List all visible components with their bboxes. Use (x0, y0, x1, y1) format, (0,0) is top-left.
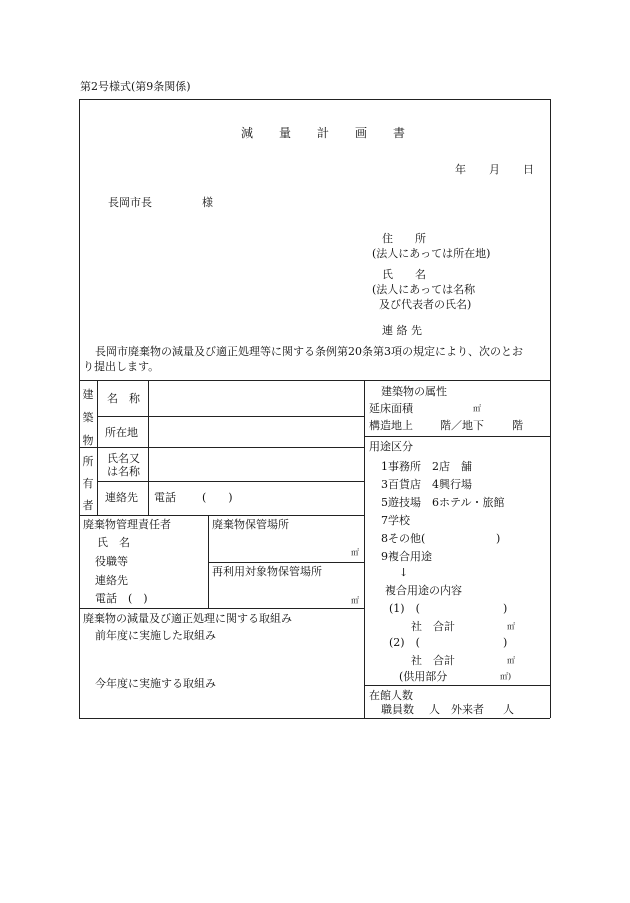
manager-name: 氏 名 (97, 536, 130, 549)
occupants-staff-label: 職員数 (381, 703, 414, 716)
building-header-char-2: 築 (82, 411, 94, 424)
applicant-name-label: 氏 名 (382, 268, 426, 281)
manager-heading: 廃棄物管理責任者 (83, 518, 171, 531)
efforts-heading: 廃棄物の減量及び適正処理に関する取組み (83, 612, 292, 625)
applicant-address-label: 住 所 (382, 232, 426, 245)
honorific: 様 (202, 196, 213, 209)
usage-row-3: 5遊技場 6ホテル・旅館 (381, 496, 505, 509)
date-day: 日 (523, 163, 534, 176)
composite-item-2-label: (2) ( (389, 636, 420, 649)
date-month: 月 (489, 163, 500, 176)
recycle-storage-unit: ㎡ (351, 596, 359, 605)
statement-line-1: 長岡市廃棄物の減量及び適正処理等に関する条例第20条第3項の規定により、次のとお (95, 345, 523, 358)
owner-phone-parens: ( ) (202, 491, 233, 504)
structure-below-unit: 階 (512, 419, 523, 432)
building-name-label: 名 称 (107, 392, 140, 405)
form-number: 第2号様式(第9条関係) (80, 80, 191, 93)
applicant-contact-label: 連 絡 先 (382, 324, 422, 337)
usage-arrow: ↓ (399, 566, 409, 579)
efforts-last-year: 前年度に実施した取組み (95, 629, 216, 642)
floor-area-unit: ㎡ (473, 404, 481, 413)
composite-item-1-label: (1) ( (389, 602, 420, 615)
floor-area-label: 延床面積 (369, 402, 413, 415)
composite-item-2-unit: ㎡ (507, 656, 515, 665)
statement-line-2: り提出します。 (83, 360, 160, 373)
usage-row-1: 1事務所 2店 舗 (381, 460, 472, 473)
manager-title: 役職等 (95, 555, 128, 568)
usage-row-6: 9複合用途 (381, 550, 432, 563)
usage-row-5-close: ) (496, 532, 501, 545)
owner-header-char-1: 所 (82, 455, 94, 468)
shared-area-close: ㎡) (500, 672, 512, 681)
usage-row-2: 3百貨店 4興行場 (381, 478, 472, 491)
addressee: 長岡市長 (108, 196, 152, 209)
occupants-heading: 在館人数 (369, 689, 413, 702)
composite-heading: 複合用途の内容 (385, 584, 462, 597)
owner-name-label-2: は名称 (107, 465, 140, 478)
owner-phone-label: 電話 (154, 491, 176, 504)
applicant-name-note-2: 及び代表者の氏名) (379, 298, 472, 311)
composite-item-1-close: ) (503, 602, 508, 615)
waste-storage-label: 廃棄物保管場所 (212, 518, 289, 531)
owner-header-char-3: 者 (82, 499, 94, 512)
recycle-storage-label: 再利用対象物保管場所 (212, 565, 322, 578)
usage-row-5-label: 8その他( (381, 532, 426, 545)
form-title: 減量計画書 (241, 126, 432, 140)
attributes-heading: 建築物の属性 (381, 385, 447, 398)
occupants-visitor-label: 外来者 (451, 703, 484, 716)
shared-area-label: (供用部分 (399, 670, 448, 683)
building-header-char-3: 物 (82, 434, 94, 447)
structure-label: 構造地上 (369, 419, 413, 432)
date-year: 年 (455, 163, 466, 176)
applicant-name-note-1: (法人にあっては名称 (372, 283, 476, 296)
occupants-staff-unit: 人 (429, 703, 440, 716)
manager-contact: 連絡先 (95, 574, 128, 587)
manager-phone: 電話 ( ) (95, 592, 148, 605)
owner-contact-label: 連絡先 (105, 491, 138, 504)
composite-item-2-subtotal: 社 合計 (411, 654, 455, 667)
waste-storage-unit: ㎡ (351, 548, 359, 557)
usage-row-4: 7学校 (381, 514, 410, 527)
efforts-this-year: 今年度に実施する取組み (95, 677, 216, 690)
composite-item-2-close: ) (503, 636, 508, 649)
composite-item-1-subtotal: 社 合計 (411, 620, 455, 633)
usage-heading: 用途区分 (369, 440, 413, 453)
owner-name-label-1: 氏名又 (107, 452, 140, 465)
composite-item-1-unit: ㎡ (507, 622, 515, 631)
owner-header-char-2: 有 (82, 477, 94, 490)
occupants-visitor-unit: 人 (503, 703, 514, 716)
building-location-label: 所在地 (105, 426, 138, 439)
applicant-address-note: (法人にあっては所在地) (372, 247, 491, 260)
building-header-char-1: 建 (82, 388, 94, 401)
structure-above-unit: 階／地下 (440, 419, 484, 432)
